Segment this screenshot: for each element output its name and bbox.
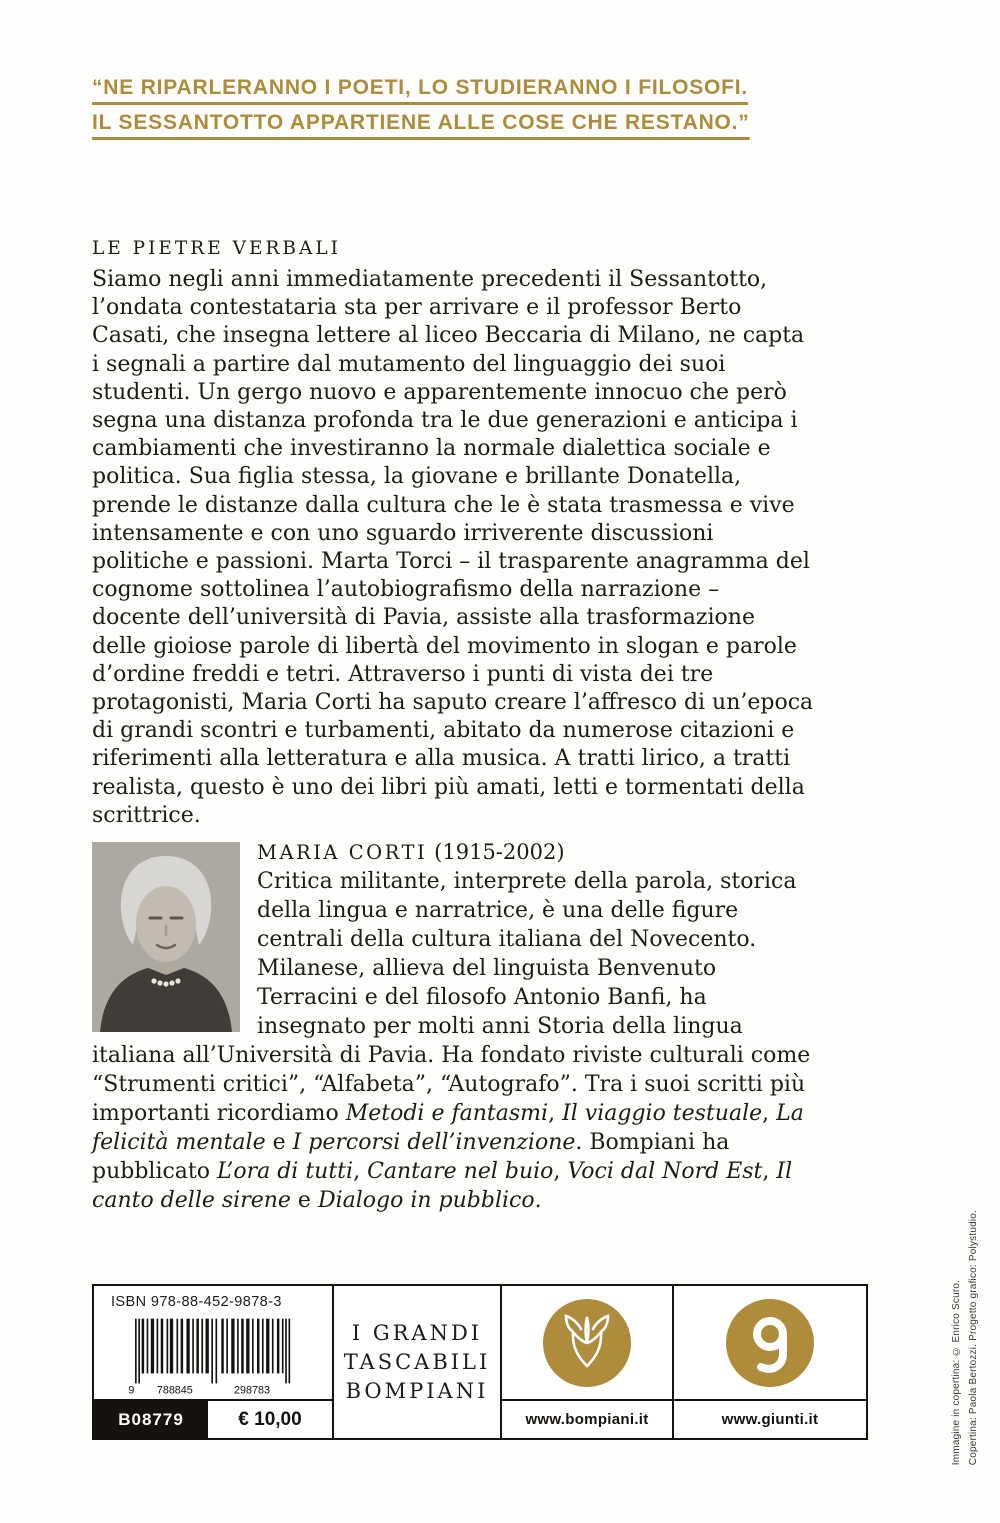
- barcode: [94, 1312, 332, 1399]
- giunti-logo-icon: [726, 1299, 814, 1387]
- series-badge: [332, 1286, 500, 1438]
- footer-box: [92, 1284, 868, 1440]
- product-code: B08779: [94, 1401, 208, 1438]
- bompiani-logo-icon: [543, 1299, 631, 1387]
- cover-quote: [92, 70, 750, 140]
- giunti-cell: [672, 1286, 866, 1438]
- credit-cover-image: Immagine in copertina: © Enrico Scuro.: [951, 1279, 962, 1465]
- series-line-2: TASCABILI: [343, 1349, 491, 1374]
- author-portrait-illustration: [92, 842, 240, 1032]
- series-line-3: BOMPIANI: [345, 1378, 489, 1403]
- quote-line-2: IL SESSANTOTTO APPARTIENE ALLE COSE CHE RESTANO.”: [92, 111, 750, 134]
- synopsis-title: LE PIETRE VERBALI: [92, 238, 341, 259]
- credit-cover-design: Copertina: Paola Bertozzi. Progetto grafico: Polystudio.: [968, 1209, 979, 1465]
- author-photo: [92, 842, 240, 1032]
- author-years: (1915-2002): [434, 840, 565, 864]
- isbn-barcode-cell: [94, 1286, 332, 1438]
- synopsis-section: [92, 238, 814, 830]
- barcode-digits-left: 788845: [156, 1383, 193, 1395]
- price: € 10,00: [238, 1408, 302, 1430]
- code-price-row: [94, 1399, 332, 1438]
- author-bio-text: Critica militante, interprete della parola, storica della lingua e narratrice, è una delle figure centrali della cultura italiana del Novecento. Milanese, allieva del linguista Benvenuto Terracini e del filosofo Antonio Banfi, ha insegnato per molti anni Storia della lingua italiana all’Università di Pavia. Ha fondato riviste culturali come “Strumenti critici”, “Alfabeta”, “Autografo”. Tra i suoi scritti più importanti ricordiamo Metodi e fantasmi, Il viaggio testuale, La felicità mentale e I percorsi dell’invenzione. Bompiani ha pubblicato L’ora di tutti, Cantare nel buio, Voci dal Nord Est, Il canto delle sirene e Dialogo in pubblico.: [92, 869, 811, 1213]
- quote-line-1: “NE RIPARLERANNO I POETI, LO STUDIERANNO I FILOSOFI.: [92, 76, 749, 99]
- giunti-url: www.giunti.it: [674, 1399, 866, 1438]
- series-line-1: I GRANDI: [351, 1320, 483, 1345]
- barcode-digits-right: 298783: [234, 1383, 270, 1395]
- isbn-label: ISBN 978-88-452-9878-3: [111, 1294, 282, 1310]
- barcode-digits-prefix: 9: [128, 1383, 135, 1395]
- synopsis-text: Siamo negli anni immediatamente precedenti il Sessantotto, l’ondata contestataria sta per arrivare e il professor Berto Casati, che insegna lettere al liceo Beccaria di Milano, ne capta i segnali a partire dal mutamento del linguaggio dei suoi studenti. Un gergo nuovo e apparentemente innocuo che però segna una distanza profonda tra le due generazioni e anticipa i cambiamenti che investiranno la normale dialettica sociale e politica. Sua figlia stessa, la giovane e brillante Donatella, prende le distanze dalla cultura che le è stata trasmessa e vive intensamente e con uno sguardo irriverente discussioni politiche e passioni. Marta Torci – il trasparente anagramma del cognome sottolinea l’autobiografismo della narrazione – docente dell’università di Pavia, assiste alla trasformazione delle gioiose parole di libertà del movimento in slogan e parole d’ordine freddi e tetri. Attraverso i punti di vista dei tre protagonisti, Maria Corti ha saputo creare l’affresco di un’epoca di grandi scontri e turbamenti, abitato da numerose citazioni e riferimenti alla letteratura e alla musica. A tratti lirico, a tratti realista, questo è uno dei libri più amati, letti e tormentati della scrittrice.: [92, 267, 814, 828]
- bompiani-cell: [500, 1286, 672, 1438]
- author-section: [92, 838, 814, 1215]
- author-name: MARIA CORTI: [257, 841, 428, 864]
- credits-vertical: [948, 1210, 982, 1465]
- bompiani-url: www.bompiani.it: [502, 1399, 672, 1438]
